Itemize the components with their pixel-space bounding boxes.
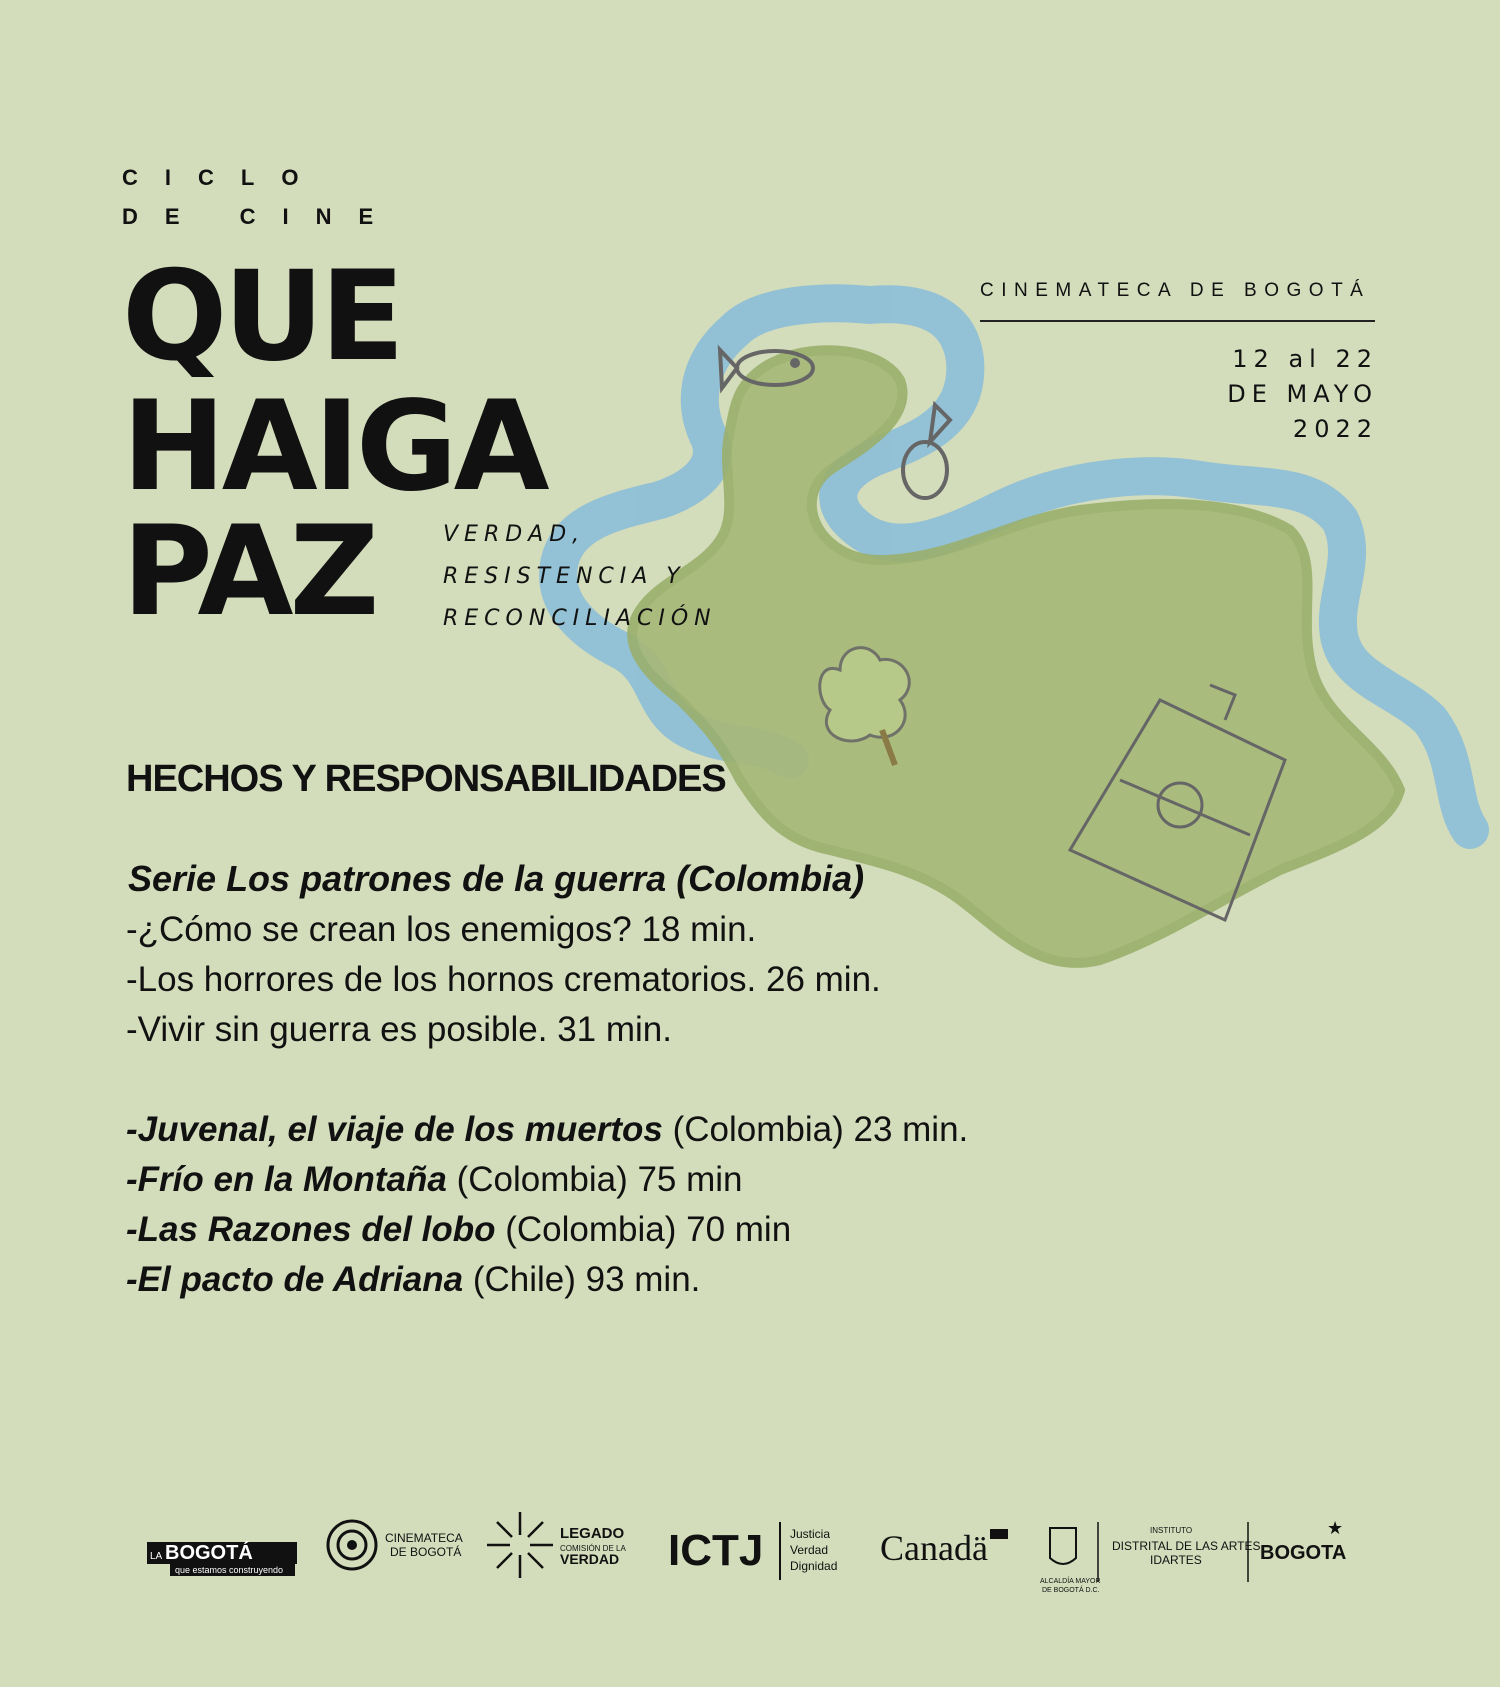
series-title: Serie Los patrones de la guerra (Colombia) [128, 858, 865, 899]
film-title: -Frío en la Montaña [126, 1160, 447, 1199]
series-label-line2: DE CINE [122, 204, 401, 229]
svg-text:LA: LA [150, 1551, 163, 1562]
svg-text:ICTJ: ICTJ [668, 1526, 764, 1575]
film-info: (Colombia) 23 min. [662, 1110, 969, 1149]
svg-text:DE BOGOTÁ D.C.: DE BOGOTÁ D.C. [1042, 1587, 1100, 1594]
section-title: HECHOS Y RESPONSABILIDADES [126, 758, 726, 800]
date-line1: 12 al 22 [1232, 345, 1378, 373]
film-title: -Juvenal, el viaje de los muertos [126, 1110, 663, 1149]
svg-text:DISTRITAL DE LAS ARTES: DISTRITAL DE LAS ARTES [1112, 1539, 1261, 1553]
subtitle-line3: RECONCILIACIÓN [443, 606, 717, 631]
svg-text:Justicia: Justicia [790, 1527, 831, 1541]
film-info: (Chile) 93 min. [463, 1260, 701, 1299]
date-line2: DE MAYO [1227, 380, 1378, 408]
film-info: (Colombia) 75 min [446, 1160, 743, 1199]
idartes-logo [1112, 1526, 1261, 1567]
svg-text:CINEMATECA: CINEMATECA [385, 1531, 463, 1545]
la-bogota-logo [147, 1541, 297, 1576]
svg-text:Verdad: Verdad [790, 1543, 829, 1557]
series-item: -Vivir sin guerra es posible. 31 min. [126, 1010, 672, 1049]
legado-logo [487, 1512, 626, 1578]
series-item: -Los horrores de los hornos crematorios. 26 min. [126, 960, 881, 999]
svg-text:IDARTES: IDARTES [1150, 1553, 1202, 1567]
ictj-logo [668, 1522, 837, 1580]
series-item: -¿Cómo se crean los enemigos? 18 min. [126, 910, 757, 949]
film-item [126, 1110, 968, 1150]
film-item [126, 1160, 743, 1200]
canada-logo [880, 1528, 1008, 1568]
film-item [126, 1260, 700, 1300]
title-line2: HAIGA [122, 375, 546, 519]
subtitle-line1: VERDAD, [443, 522, 586, 547]
title-line1: QUE [122, 245, 401, 389]
svg-text:INSTITUTO: INSTITUTO [1150, 1526, 1193, 1535]
svg-text:DE BOGOTÁ: DE BOGOTÁ [390, 1545, 462, 1559]
svg-text:VERDAD: VERDAD [560, 1551, 620, 1567]
svg-text:BOGOTA: BOGOTA [1260, 1542, 1347, 1564]
svg-text:LEGADO: LEGADO [560, 1525, 625, 1542]
svg-text:Dignidad: Dignidad [790, 1559, 838, 1573]
svg-text:Canadä: Canadä [880, 1528, 988, 1568]
venue-name: CINEMATECA DE BOGOTÁ [980, 280, 1371, 301]
venue-divider [980, 320, 1375, 322]
film-info: (Colombia) 70 min [495, 1210, 792, 1249]
bogota-city-logo [1260, 1518, 1346, 1564]
svg-text:COMISIÓN DE LA: COMISIÓN DE LA [560, 1544, 626, 1553]
subtitle-line2: RESISTENCIA Y [443, 564, 686, 589]
cinemateca-logo [328, 1521, 463, 1569]
title-line3: PAZ [122, 500, 376, 644]
svg-text:BOGOTÁ: BOGOTÁ [165, 1542, 253, 1564]
film-title: -Las Razones del lobo [126, 1210, 496, 1249]
alcaldia-logo [1040, 1528, 1101, 1594]
date-line3: 2022 [1292, 415, 1378, 443]
svg-text:★: ★ [1327, 1518, 1344, 1538]
svg-text:ALCALDÍA MAYOR: ALCALDÍA MAYOR [1040, 1578, 1101, 1585]
film-title: -El pacto de Adriana [126, 1260, 464, 1299]
sponsor-logos [0, 1500, 1500, 1620]
series-label-line1: CICLO [122, 165, 326, 190]
film-item [126, 1210, 791, 1250]
svg-text:que estamos construyendo: que estamos construyendo [175, 1565, 284, 1575]
